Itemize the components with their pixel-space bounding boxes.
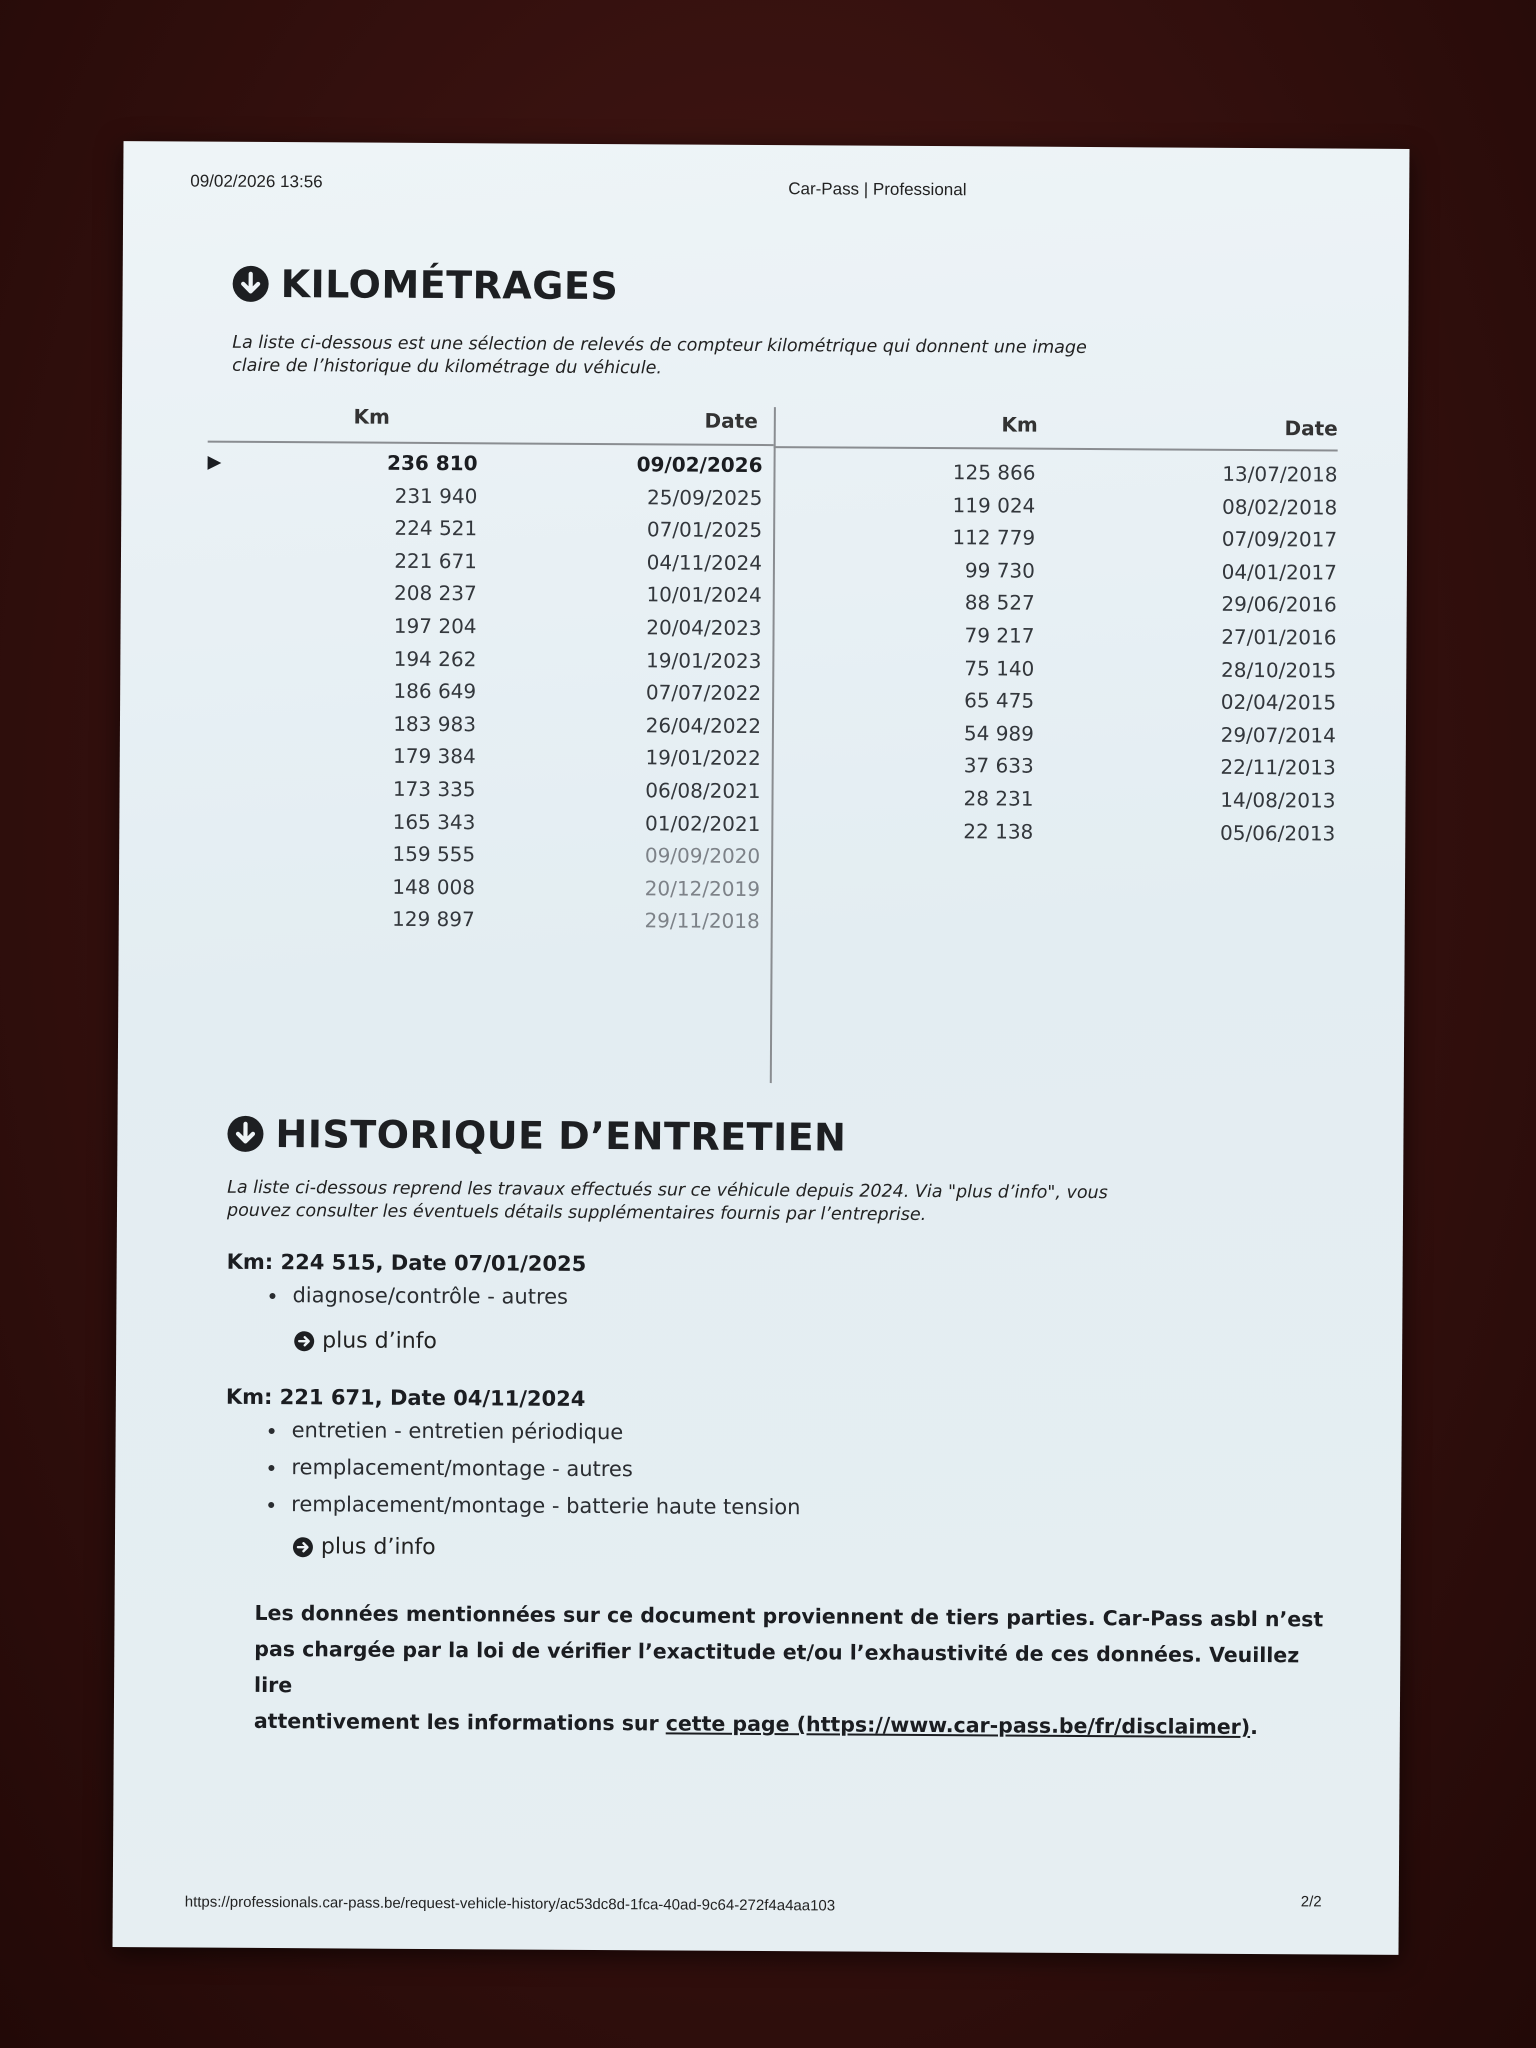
col-header-date-left: Date [704, 408, 758, 433]
mileage-date: 29/06/2016 [1221, 592, 1337, 617]
mileage-date: 10/01/2024 [646, 582, 762, 608]
page-number: 2/2 [1300, 1893, 1322, 1911]
mileage-km: 194 262 [393, 646, 477, 671]
entry-item: • entretien - entretien périodique [288, 1412, 802, 1452]
entry-items [262, 1277, 568, 1316]
mileage-date: 04/11/2024 [646, 550, 763, 575]
mileage-date: 14/08/2013 [1220, 787, 1336, 813]
mileage-km: 224 521 [394, 515, 478, 541]
mileage-km: 54 989 [963, 721, 1034, 746]
more-info-label[interactable]: plus d’info [320, 1534, 436, 1561]
maintenance-description: La liste ci-dessous reprend les travaux effectués sur ce véhicule depuis 2024. Via "plus d’info", vous pouvez consulter les éventuels détails supplémentaires fournis par l’entreprise. [226, 1177, 1108, 1226]
mileage-km: 37 633 [963, 753, 1034, 779]
mileage-date: 07/01/2025 [646, 517, 763, 543]
mileage-km: 79 217 [964, 623, 1035, 648]
footer-url: https://professionals.car-pass.be/request-vehicle-history/ac53dc8d-1fca-40ad-9c64-272f4a4aa103 [184, 1893, 836, 1915]
print-site-title: Car-Pass | Professional [788, 179, 967, 200]
mileage-date: 13/07/2018 [1222, 461, 1338, 487]
mileage-km: 221 671 [394, 548, 478, 574]
mileage-km: 159 555 [392, 841, 476, 867]
entry-heading: Km: 221 671, Date 04/11/2024 [225, 1384, 586, 1411]
more-info-label[interactable]: plus d’info [322, 1328, 437, 1355]
mileage-row [205, 906, 1335, 945]
mileage-km: 119 024 [952, 492, 1036, 518]
mileage-km: 99 730 [964, 558, 1035, 583]
circle-arrow-down-icon [233, 266, 269, 302]
mileage-title-text: KILOMÉTRAGES [280, 262, 619, 309]
mileage-km: 22 138 [963, 818, 1034, 844]
mileage-km: 88 527 [964, 590, 1035, 616]
current-row-marker-icon: ▶ [207, 451, 222, 473]
mileage-date: 27/01/2016 [1221, 624, 1337, 650]
mileage-date: 07/09/2017 [1221, 526, 1338, 552]
more-info-link[interactable] [294, 1328, 437, 1354]
disclaimer-link[interactable]: cette page (https://www.car-pass.be/fr/disclaimer) [665, 1711, 1251, 1740]
mileage-date: 22/11/2013 [1220, 755, 1336, 780]
mileage-date: 07/07/2022 [645, 680, 762, 706]
entry-item: • diagnose/contrôle - autres [288, 1277, 568, 1316]
mileage-date: 29/11/2018 [644, 908, 760, 934]
mileage-date: 25/09/2025 [647, 484, 763, 510]
mileage-date: 06/08/2021 [645, 778, 761, 803]
mileage-section-title [233, 262, 619, 308]
mileage-description: La liste ci-dessous est une sélection de relevés de compteur kilométrique qui donnent une image claire de l’historique du kilométrage du véhicule. [232, 332, 1087, 379]
mileage-date: 05/06/2013 [1219, 820, 1336, 846]
mileage-km: 197 204 [393, 613, 477, 639]
mileage-km: 179 384 [392, 744, 476, 769]
mileage-date: 08/02/2018 [1221, 494, 1338, 520]
circle-arrow-down-icon [227, 1116, 263, 1152]
mileage-date: 29/07/2014 [1220, 722, 1336, 748]
mileage-date: 26/04/2022 [645, 713, 762, 738]
mileage-km: 183 983 [393, 711, 477, 737]
entry-item: • remplacement/montage - batterie haute tension [287, 1486, 801, 1526]
entry-heading: Km: 224 515, Date 07/01/2025 [226, 1249, 587, 1276]
entry-items [261, 1412, 801, 1526]
entry-item: • remplacement/montage - autres [287, 1449, 801, 1489]
mileage-table [204, 404, 1338, 1091]
mileage-km: 173 335 [392, 776, 476, 802]
mileage-date: 01/02/2021 [645, 810, 761, 836]
mileage-km: 231 940 [394, 483, 478, 508]
document-page [112, 141, 1409, 1955]
disclaimer: Les données mentionnées sur ce document proviennent de tiers parties. Car-Pass asbl n’est pas chargée par la loi de vérifier l’exactitude et/ou l’exhaustivité de ces données. Veuillez lire attentivement les informations sur cette page (https://www.car-pass.be/fr/disclaimer). [253, 1600, 1324, 1740]
mileage-date: 20/12/2019 [644, 876, 761, 901]
mileage-km: 165 343 [392, 809, 476, 834]
mileage-date: 09/02/2026 [636, 452, 763, 477]
maintenance-section-title [227, 1112, 846, 1160]
more-info-link[interactable] [293, 1534, 436, 1560]
circle-arrow-right-icon [294, 1331, 314, 1351]
mileage-km: 65 475 [964, 688, 1035, 713]
col-header-km-left: Km [353, 404, 390, 429]
mileage-date: 28/10/2015 [1220, 657, 1337, 683]
mileage-date: 02/04/2015 [1220, 689, 1337, 715]
mileage-km: 148 008 [392, 874, 476, 900]
maintenance-title-text: HISTORIQUE D’ENTRETIEN [275, 1112, 847, 1160]
mileage-date: 04/01/2017 [1221, 559, 1337, 585]
mileage-km: 28 231 [963, 786, 1034, 811]
print-datetime: 09/02/2026 13:56 [190, 171, 323, 192]
mileage-km: 125 866 [952, 460, 1036, 485]
header-rule-left [208, 441, 774, 446]
col-header-km-right: Km [1001, 412, 1038, 437]
mileage-date: 19/01/2023 [646, 647, 762, 673]
mileage-date: 20/04/2023 [646, 615, 762, 640]
mileage-km: 112 779 [952, 525, 1036, 550]
col-header-date-right: Date [1284, 416, 1338, 441]
mileage-km: 129 897 [391, 907, 475, 932]
mileage-date: 19/01/2022 [645, 745, 761, 771]
mileage-km: 75 140 [964, 655, 1035, 681]
mileage-km: 208 237 [393, 581, 477, 606]
circle-arrow-right-icon [293, 1537, 313, 1557]
mileage-date: 09/09/2020 [644, 843, 761, 869]
mileage-km: 186 649 [393, 678, 477, 704]
mileage-km: 236 810 [387, 450, 478, 476]
header-rule-right [774, 446, 1338, 451]
